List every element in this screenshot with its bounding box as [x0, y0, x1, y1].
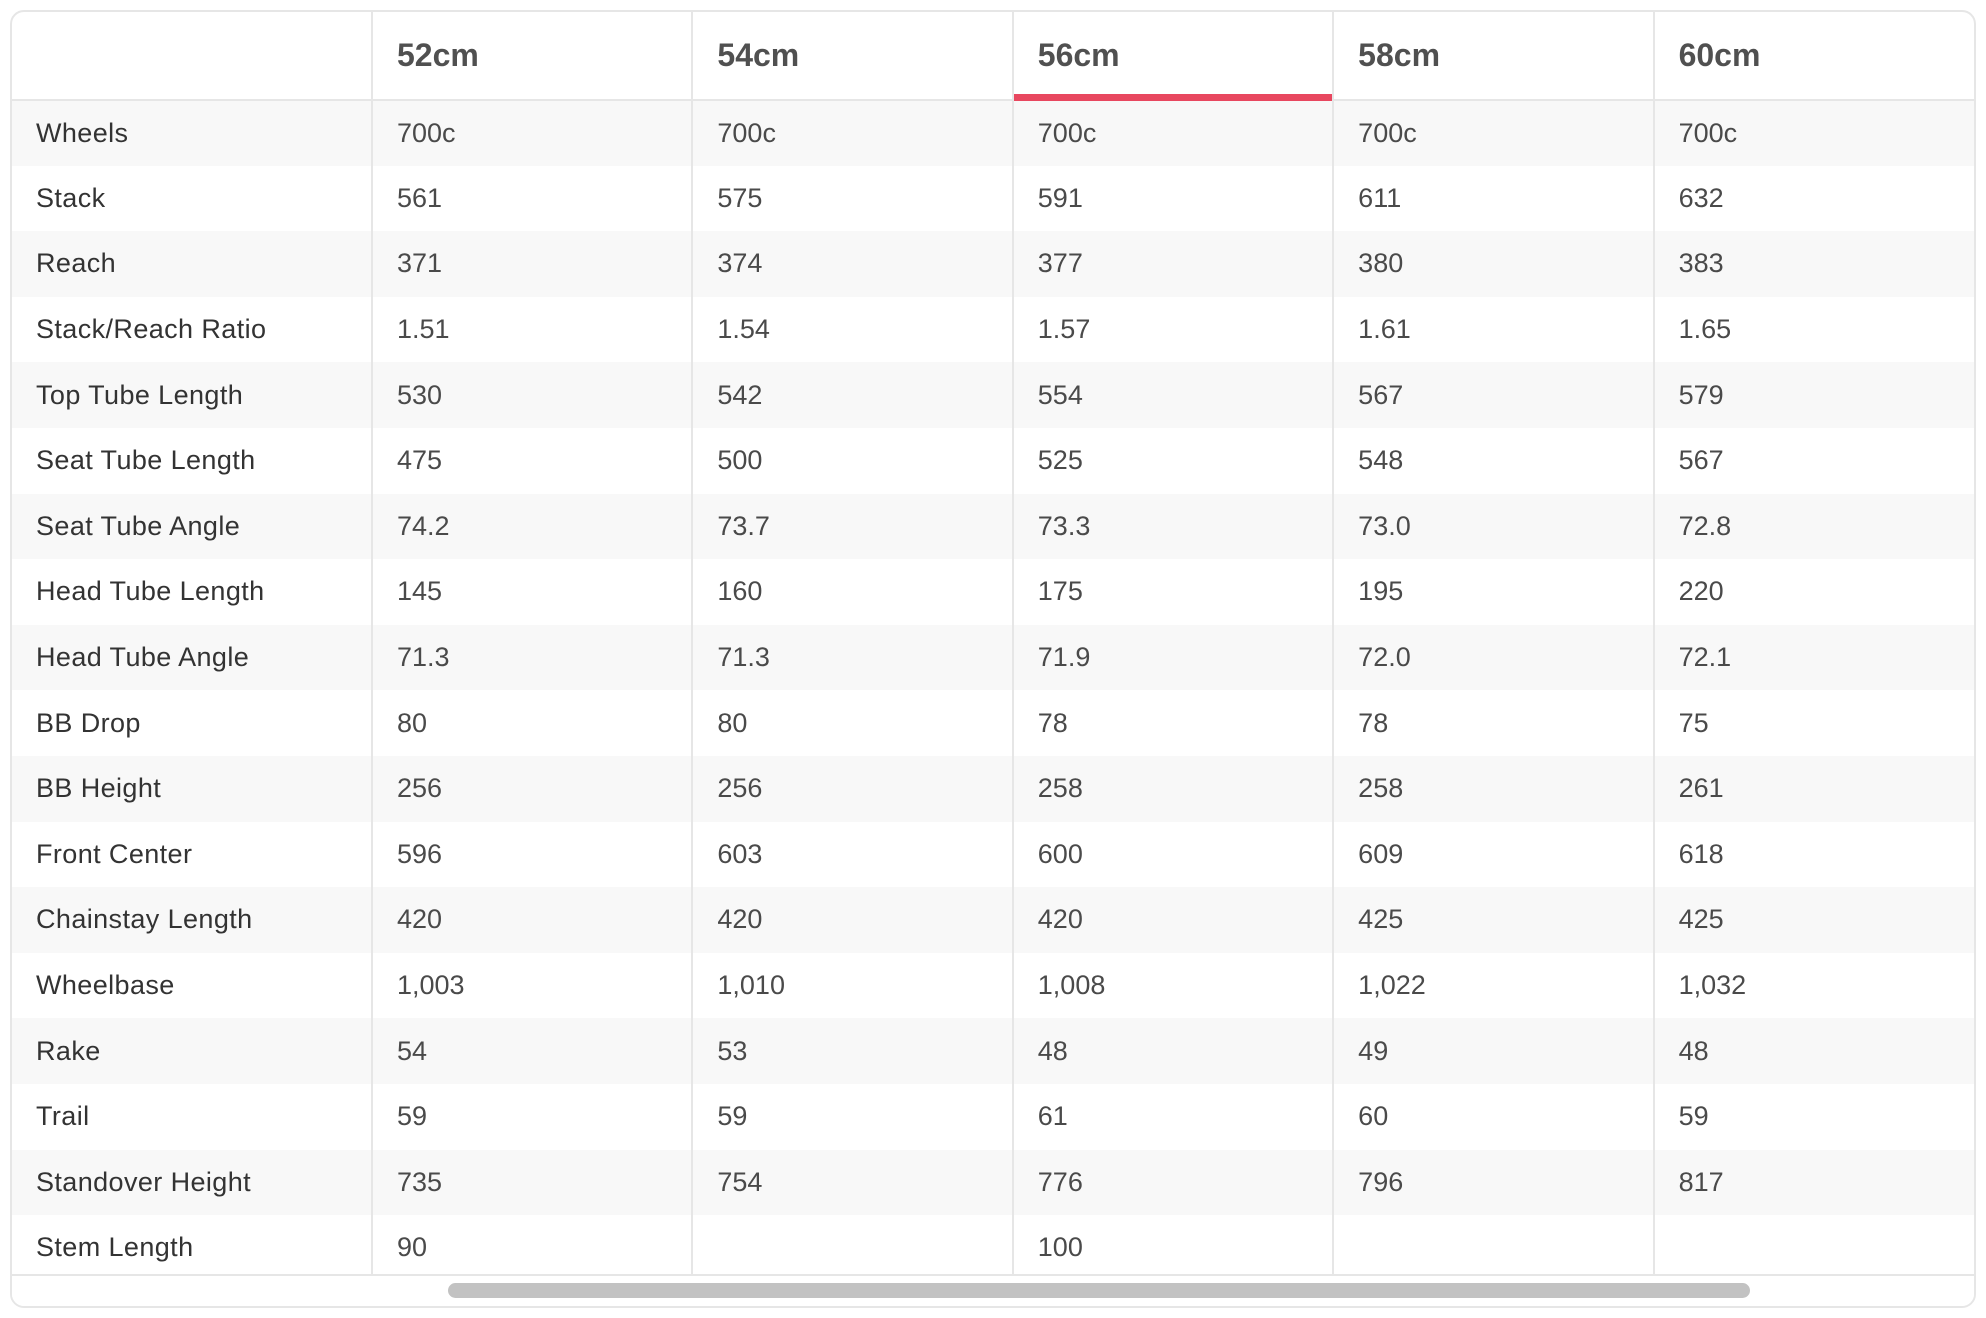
table-cell: 579: [1654, 362, 1974, 428]
table-cell: 71.3: [372, 625, 692, 691]
table-cell: 1,008: [1013, 953, 1333, 1019]
table-cell: 600: [1013, 822, 1333, 888]
table-cell: [1654, 1215, 1974, 1281]
table-cell: 59: [1654, 1084, 1974, 1150]
table-cell: 220: [1654, 559, 1974, 625]
table-cell: 175: [1013, 559, 1333, 625]
table-cell: 420: [1013, 887, 1333, 953]
table-cell: 500: [692, 428, 1012, 494]
table-row: [12, 953, 1974, 1019]
table-cell: 609: [1333, 822, 1653, 888]
table-cell: 73.3: [1013, 494, 1333, 560]
table-cell: 567: [1654, 428, 1974, 494]
header-corner-cell: [12, 12, 372, 100]
size-label: 58cm: [1358, 37, 1441, 73]
table-cell: 1,010: [692, 953, 1012, 1019]
table-cell: 618: [1654, 822, 1974, 888]
row-label: Standover Height: [12, 1150, 372, 1216]
table-cell: [1333, 1215, 1653, 1281]
table-cell: 475: [372, 428, 692, 494]
row-label: Head Tube Angle: [12, 625, 372, 691]
table-row: [12, 494, 1974, 560]
size-column-header-54cm[interactable]: [692, 12, 1012, 100]
horizontal-scrollbar[interactable]: [12, 1274, 1974, 1306]
header-row: [12, 12, 1974, 100]
table-cell: 75: [1654, 690, 1974, 756]
table-row: [12, 559, 1974, 625]
table-cell: 420: [692, 887, 1012, 953]
row-label: Wheelbase: [12, 953, 372, 1019]
table-cell: 72.0: [1333, 625, 1653, 691]
table-cell: 530: [372, 362, 692, 428]
table-cell: 73.7: [692, 494, 1012, 560]
table-cell: 1.54: [692, 297, 1012, 363]
table-cell: 700c: [372, 100, 692, 166]
table-cell: 48: [1654, 1018, 1974, 1084]
table-cell: 371: [372, 231, 692, 297]
table-cell: 383: [1654, 231, 1974, 297]
table-cell: 700c: [1654, 100, 1974, 166]
table-cell: 195: [1333, 559, 1653, 625]
table-cell: 632: [1654, 166, 1974, 232]
row-label: Top Tube Length: [12, 362, 372, 428]
table-cell: 567: [1333, 362, 1653, 428]
table-row: [12, 756, 1974, 822]
row-label: Seat Tube Angle: [12, 494, 372, 560]
table-cell: 258: [1013, 756, 1333, 822]
table-cell: 700c: [692, 100, 1012, 166]
geometry-table: [12, 12, 1974, 1281]
row-label: Stem Length: [12, 1215, 372, 1281]
table-cell: 100: [1013, 1215, 1333, 1281]
row-label: Rake: [12, 1018, 372, 1084]
table-cell: 261: [1654, 756, 1974, 822]
row-label: Chainstay Length: [12, 887, 372, 953]
size-label: 54cm: [717, 37, 800, 73]
table-cell: 73.0: [1333, 494, 1653, 560]
table-row: [12, 690, 1974, 756]
geometry-table-container: [10, 10, 1976, 1308]
table-cell: 60: [1333, 1084, 1653, 1150]
table-cell: 525: [1013, 428, 1333, 494]
row-label: BB Height: [12, 756, 372, 822]
table-cell: 591: [1013, 166, 1333, 232]
size-column-header-60cm[interactable]: [1654, 12, 1974, 100]
table-cell: 575: [692, 166, 1012, 232]
table-cell: 80: [692, 690, 1012, 756]
table-cell: 425: [1654, 887, 1974, 953]
table-cell: 145: [372, 559, 692, 625]
row-label: Wheels: [12, 100, 372, 166]
size-column-header-52cm[interactable]: [372, 12, 692, 100]
table-cell: 256: [692, 756, 1012, 822]
table-cell: 72.8: [1654, 494, 1974, 560]
table-row: [12, 625, 1974, 691]
size-label: 52cm: [397, 37, 479, 73]
table-cell: 542: [692, 362, 1012, 428]
table-cell: 1.65: [1654, 297, 1974, 363]
table-cell: 49: [1333, 1018, 1653, 1084]
table-row: [12, 822, 1974, 888]
table-cell: 59: [692, 1084, 1012, 1150]
table-cell: 548: [1333, 428, 1653, 494]
table-body: [12, 100, 1974, 1281]
table-cell: 1,003: [372, 953, 692, 1019]
table-cell: 78: [1013, 690, 1333, 756]
table-cell: 53: [692, 1018, 1012, 1084]
table-cell: [692, 1215, 1012, 1281]
table-cell: 160: [692, 559, 1012, 625]
table-row: [12, 1084, 1974, 1150]
table-cell: 59: [372, 1084, 692, 1150]
table-row: [12, 297, 1974, 363]
table-cell: 72.1: [1654, 625, 1974, 691]
table-row: [12, 231, 1974, 297]
table-cell: 61: [1013, 1084, 1333, 1150]
table-cell: 554: [1013, 362, 1333, 428]
table-cell: 1.61: [1333, 297, 1653, 363]
table-cell: 377: [1013, 231, 1333, 297]
table-cell: 796: [1333, 1150, 1653, 1216]
table-cell: 700c: [1333, 100, 1653, 166]
table-row: [12, 1018, 1974, 1084]
table-cell: 776: [1013, 1150, 1333, 1216]
table-cell: 71.3: [692, 625, 1012, 691]
table-cell: 817: [1654, 1150, 1974, 1216]
table-cell: 420: [372, 887, 692, 953]
row-label: Stack/Reach Ratio: [12, 297, 372, 363]
table-cell: 596: [372, 822, 692, 888]
table-row: [12, 428, 1974, 494]
table-header: [12, 12, 1974, 100]
table-cell: 603: [692, 822, 1012, 888]
table-cell: 1,022: [1333, 953, 1653, 1019]
table-cell: 54: [372, 1018, 692, 1084]
size-label: 56cm: [1037, 37, 1120, 73]
table-row: [12, 887, 1974, 953]
table-cell: 256: [372, 756, 692, 822]
size-label: 60cm: [1678, 37, 1761, 73]
table-cell: 48: [1013, 1018, 1333, 1084]
table-cell: 1.57: [1013, 297, 1333, 363]
size-column-header-56cm[interactable]: [1013, 12, 1333, 100]
row-label: Head Tube Length: [12, 559, 372, 625]
table-cell: 258: [1333, 756, 1653, 822]
table-cell: 78: [1333, 690, 1653, 756]
row-label: Seat Tube Length: [12, 428, 372, 494]
table-cell: 735: [372, 1150, 692, 1216]
row-label: Front Center: [12, 822, 372, 888]
table-cell: 700c: [1013, 100, 1333, 166]
row-label: BB Drop: [12, 690, 372, 756]
table-cell: 80: [372, 690, 692, 756]
table-cell: 425: [1333, 887, 1653, 953]
table-cell: 754: [692, 1150, 1012, 1216]
table-cell: 1.51: [372, 297, 692, 363]
table-cell: 71.9: [1013, 625, 1333, 691]
table-row: [12, 166, 1974, 232]
table-cell: 374: [692, 231, 1012, 297]
active-size-indicator: [1014, 94, 1332, 101]
table-row: [12, 100, 1974, 166]
row-label: Trail: [12, 1084, 372, 1150]
table-row: [12, 362, 1974, 428]
table-cell: 74.2: [372, 494, 692, 560]
table-cell: 380: [1333, 231, 1653, 297]
table-cell: 1,032: [1654, 953, 1974, 1019]
table-row: [12, 1150, 1974, 1216]
size-column-header-58cm[interactable]: [1333, 12, 1653, 100]
table-cell: 561: [372, 166, 692, 232]
table-cell: 90: [372, 1215, 692, 1281]
row-label: Stack: [12, 166, 372, 232]
row-label: Reach: [12, 231, 372, 297]
table-cell: 611: [1333, 166, 1653, 232]
table-row: [12, 1215, 1974, 1281]
scrollbar-thumb[interactable]: [448, 1283, 1750, 1298]
